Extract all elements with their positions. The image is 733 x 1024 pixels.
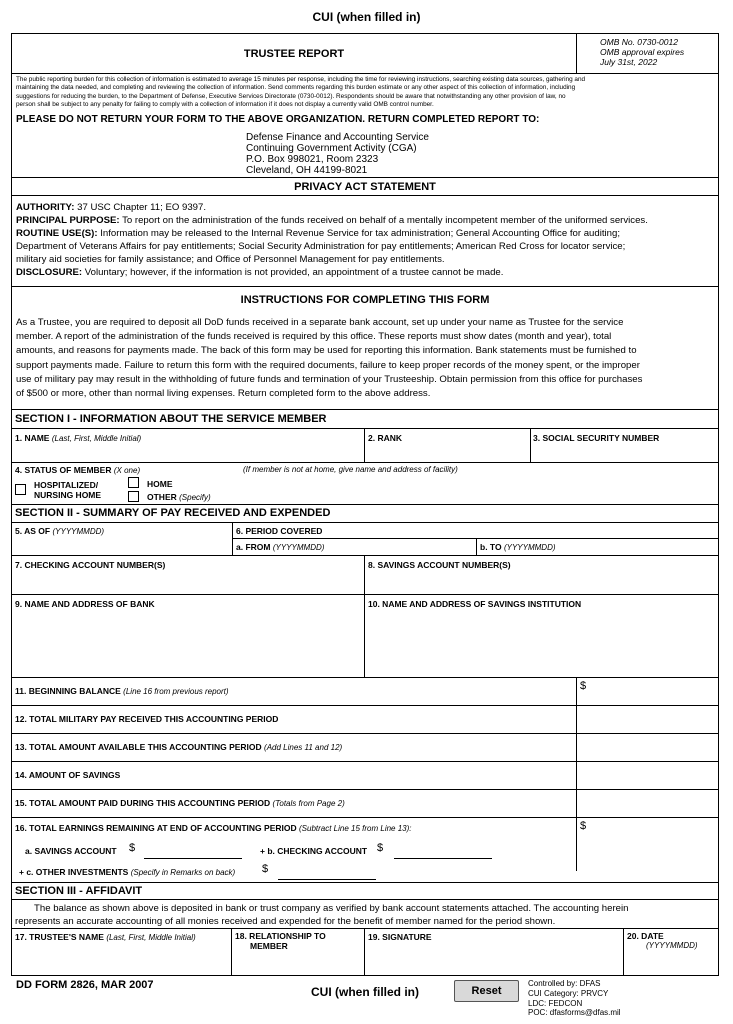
other-investments-field[interactable] — [278, 864, 376, 878]
return-address: Defense Finance and Accounting Service Continuing Government Activity (CGA) P.O. Box 998021, Room 2323 Cleveland, OH 44199-8021 — [246, 132, 429, 176]
burden-statement: The public reporting burden for this collection of information is estimated to average 15 minutes per response, including the time for reviewing instructions, searching existing data sources, gathering and maintaining the data needed, and completing and reviewing the collection of information. Send comments regarding this burden estimate or any other aspect of this collection of information, including suggestions for reducing the burden, to the Department of Defense, Executive Services Directorate (0730-0012). Respondents should be aware that notwithstanding any other provision of law, no person shall be subject to any penalty for failing to comply with a collection of information if it does not display a currently valid OMB control number. — [16, 76, 586, 108]
line16-dollar: $ — [580, 820, 587, 832]
status-note: (If member is not at home, give name and address of facility) — [243, 465, 458, 474]
cui-header: CUI (when filled in) — [312, 10, 421, 24]
line13-label: 13. TOTAL AMOUNT AVAILABLE THIS ACCOUNTING PERIOD (Add Lines 11 and 12) — [15, 742, 343, 752]
omb-block — [600, 37, 684, 67]
relationship-label: 18. RELATIONSHIP TO MEMBER — [235, 931, 326, 951]
line15-label: 15. TOTAL AMOUNT PAID DURING THIS ACCOUNTING PERIOD (Totals from Page 2) — [15, 798, 345, 808]
savings-subtotal-dollar: $ — [129, 842, 136, 854]
checking-account-label: 7. CHECKING ACCOUNT NUMBER(S) — [15, 560, 166, 570]
checking-subtotal-dollar: $ — [377, 842, 384, 854]
reset-button[interactable]: Reset — [454, 980, 519, 1002]
section1-heading: SECTION I - INFORMATION ABOUT THE SERVICE MEMBER — [15, 413, 327, 425]
hospitalized-checkbox[interactable] — [15, 484, 26, 495]
line16-amount[interactable] — [592, 819, 716, 869]
home-label: HOME — [147, 479, 173, 489]
checking-subtotal-field[interactable] — [394, 843, 492, 857]
form-title: TRUSTEE REPORT — [243, 48, 345, 60]
name-label: 1. NAME (Last, First, Middle Initial) — [15, 433, 142, 443]
section3-heading: SECTION III - AFFIDAVIT — [15, 885, 143, 897]
period-covered-label: 6. PERIOD COVERED — [236, 526, 323, 536]
bank-address-field[interactable] — [12, 611, 363, 675]
privacy-heading: PRIVACY ACT STATEMENT — [294, 181, 436, 193]
affidavit-text: The balance as shown above is deposited in bank or trust company as verified by bank account statements attached. The accounting herein represents an accurate accounting of all monies received and expended for the benefit of member named for the period shown. — [15, 903, 629, 927]
instructions-text: As a Trustee, you are required to deposit all DoD funds received in a separate bank account, set up under your name as Trustee for the service member. A report of the administration of the funds received is required by this office. These reports must show dates (month and year), total amounts, and reasons for payments made. The back of this form may be used for reporting this information. Bank statements must be furnished to support payments made. Failure to return this form with the required documents, failure to keep proper records of the money spent, or the improper use of military pay may result in the withholding of future funds and termination of your Trusteeship. Obtain permission from this office for purchases of $500 or more, other than normal living expenses. Return completed form to the above address. — [16, 317, 643, 400]
savings-account-label: 8. SAVINGS ACCOUNT NUMBER(S) — [368, 560, 511, 570]
hospitalized-label: HOSPITALIZED/ NURSING HOME — [34, 480, 102, 500]
checking-subtotal-label: + b. CHECKING ACCOUNT — [260, 846, 368, 856]
line11-amount[interactable] — [592, 679, 716, 703]
form-id: DD FORM 2826, MAR 2007 — [16, 979, 154, 991]
ssn-field[interactable] — [531, 444, 718, 461]
return-notice: PLEASE DO NOT RETURN YOUR FORM TO THE ABOVE ORGANIZATION. RETURN COMPLETED REPORT TO: — [16, 114, 540, 125]
line14-amount[interactable] — [578, 763, 716, 787]
omb-date: July 31st, 2022 — [600, 57, 658, 67]
line14-label: 14. AMOUNT OF SAVINGS — [15, 770, 121, 780]
omb-number: OMB No. 0730-0012 — [600, 37, 678, 47]
other-label: OTHER (Specify) — [147, 492, 211, 502]
cui-footer: CUI (when filled in) — [311, 985, 419, 999]
savings-account-field[interactable] — [365, 572, 717, 592]
line16-label: 16. TOTAL EARNINGS REMAINING AT END OF ACCOUNTING PERIOD (Subtract Line 15 from Line 13): — [15, 823, 412, 833]
signature-label: 19. SIGNATURE — [368, 932, 432, 942]
relationship-field[interactable] — [232, 955, 363, 974]
rank-label: 2. RANK — [368, 433, 403, 443]
checking-account-field[interactable] — [12, 572, 363, 592]
section2-heading: SECTION II - SUMMARY OF PAY RECEIVED AND EXPENDED — [15, 507, 331, 519]
rank-field[interactable] — [365, 444, 529, 461]
ssn-label: 3. SOCIAL SECURITY NUMBER — [533, 433, 660, 443]
control-marking: Controlled by: DFAS CUI Category: PRVCY LDC: FEDCON POC: dfasforms@dfas.mil — [528, 979, 621, 1018]
savings-subtotal-field[interactable] — [144, 843, 242, 857]
home-checkbox[interactable] — [128, 477, 139, 488]
bank-label: 9. NAME AND ADDRESS OF BANK — [15, 599, 155, 609]
savings-subtotal-label: a. SAVINGS ACCOUNT — [25, 846, 117, 856]
line15-amount[interactable] — [578, 791, 716, 815]
trustee-name-label: 17. TRUSTEE'S NAME (Last, First, Middle Initial) — [15, 932, 196, 942]
other-investments-label: + c. OTHER INVESTMENTS (Specify in Remarks on back) — [19, 867, 236, 877]
instructions-heading: INSTRUCTIONS FOR COMPLETING THIS FORM — [240, 294, 490, 306]
line12-amount[interactable] — [578, 707, 716, 731]
facility-field[interactable] — [230, 477, 716, 503]
privacy-statement: AUTHORITY: 37 USC Chapter 11; EO 9397. PRINCIPAL PURPOSE: To report on the administration of the funds received on behalf of a mentally incompetent member of the uniformed services. ROUTINE USE(S): Information may be released to the Internal Revenue Service for tax administration; General Accounting Office for auditing; Department of Veterans Affairs for pay entitlements; Social Security Administration for pay entitlements; American Red Cross for locator service; military aid societies for family assistance; and Office of Personnel Management for pay entitlements. DISCLOSURE: Voluntary; however, if the information is not provided, an appointment of a trustee cannot be made. — [16, 202, 648, 278]
member-name-field[interactable] — [12, 444, 363, 461]
savings-institution-label: 10. NAME AND ADDRESS OF SAVINGS INSTITUTION — [368, 599, 582, 609]
status-label: 4. STATUS OF MEMBER (X one) — [15, 465, 141, 475]
trustee-name-field[interactable] — [12, 950, 230, 974]
date-label: 20. DATE (YYYYMMDD) — [627, 931, 698, 950]
signature-field[interactable] — [365, 944, 622, 974]
omb-expires: OMB approval expires — [600, 47, 685, 57]
as-of-field[interactable] — [12, 537, 231, 554]
date-field[interactable] — [624, 955, 717, 974]
line11-dollar: $ — [580, 680, 587, 692]
savings-institution-field[interactable] — [365, 611, 717, 675]
line11-label: 11. BEGINNING BALANCE (Line 16 from previous report) — [15, 686, 229, 696]
line13-amount[interactable] — [578, 735, 716, 759]
as-of-label: 5. AS OF (YYYYMMDD) — [15, 526, 105, 536]
other-checkbox[interactable] — [128, 491, 139, 502]
other-investments-dollar: $ — [262, 863, 269, 875]
from-label: a. FROM (YYYYMMDD) — [236, 542, 325, 552]
line12-label: 12. TOTAL MILITARY PAY RECEIVED THIS ACCOUNTING PERIOD — [15, 714, 279, 724]
to-label: b. TO (YYYYMMDD) — [480, 542, 556, 552]
